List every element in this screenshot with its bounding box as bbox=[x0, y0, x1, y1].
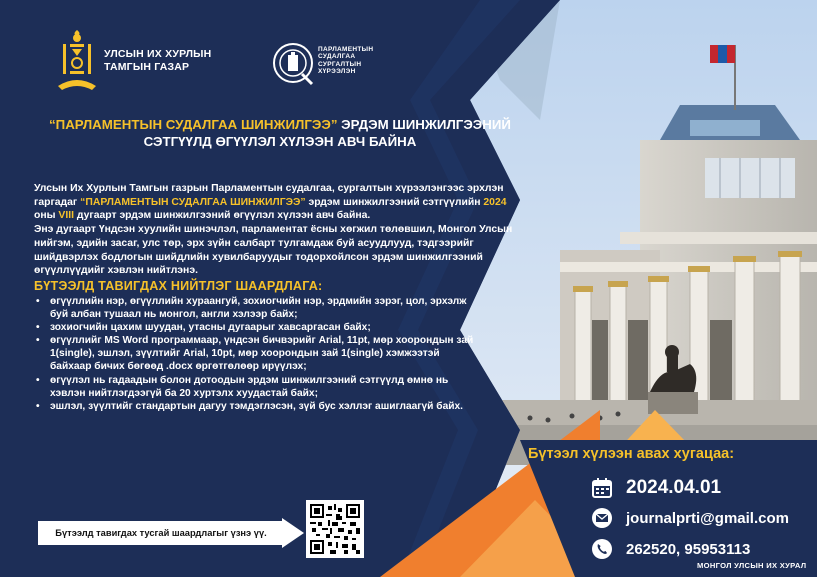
arrow-right-icon bbox=[282, 518, 304, 548]
envelope-icon bbox=[590, 506, 614, 530]
institute-line3: СУРГАЛТЫН bbox=[318, 60, 362, 68]
institute-line4: ХҮРЭЭЛЭН bbox=[318, 68, 356, 76]
contact-phone[interactable]: 262520, 95953113 bbox=[626, 540, 751, 558]
soyombo-emblem-icon bbox=[56, 30, 98, 92]
headline-line1-rest: ЭРДЭМ ШИНЖИЛГЭЭНИЙ bbox=[337, 117, 511, 132]
phone-row[interactable] bbox=[590, 537, 750, 561]
institute-logo-text bbox=[318, 46, 373, 76]
calendar-icon bbox=[590, 476, 614, 500]
secretariat-logo-text bbox=[104, 48, 211, 74]
deadline-date-row bbox=[590, 476, 721, 500]
requirements-title: БҮТЭЭЛД ТАВИГДАХ НИЙТЛЭГ ШААРДЛАГА: bbox=[34, 279, 323, 293]
special-requirements-note: Бүтээлд тавигдах тусгай шаардлагыг үзнэ үү. bbox=[38, 521, 284, 545]
qr-code-icon[interactable] bbox=[306, 500, 364, 558]
headline-journal-name: “ПАРЛАМЕНТЫН СУДАЛГАА ШИНЖИЛГЭЭ” bbox=[49, 117, 338, 132]
requirement-item: • эшлэл, зүүлтийг стандартын дагуу тэмдэглэсэн, зүй бус хэллэг ашиглаагүй байх. bbox=[34, 400, 474, 413]
contact-email[interactable]: journalprti@gmail.com bbox=[626, 509, 789, 527]
requirement-item: • өгүүллийн нэр, өгүүллийн хураангуй, зохиогчийн нэр, эрдмийн зэрэг, цол, эрхэлж буй албан тушаал нь монгол, англи хэлээр байх; bbox=[34, 295, 474, 321]
headline bbox=[40, 116, 520, 150]
intro-paragraph-2: Энэ дугаарт Үндсэн хуулийн шинэчлэл, парламентат ёсны хөгжил төлөвшил, Монгол Улсын нийгэм, эдийн засаг, улс төр, эрх зүйн салбарт тулгамдаж буй асуудлууд, тэдгээрийг шийдвэрлэх бодлогын шийдлийн хувилбаруудыг тодорхойлсон эрдэм шинжилгээний өгүүллүүдийг хэвлэн нийтлэнэ. bbox=[34, 224, 513, 277]
requirement-item: • зохиогчийн цахим шуудан, утасны дугаарыг хавсаргасан байх; bbox=[34, 321, 474, 334]
intro-paragraph-1: Улсын Их Хурлын Тамгын газрын Парламентын судалгаа, сургалтын хүрээлэнгээс эрхлэн гаргадаг “ПАРЛАМЕНТЫН СУДАЛГАА ШИНЖИЛГЭЭ” эрдэм шинжилгээний сэтгүүлийн 2024 оны VIII дугаарт эрдэм шинжилгээний өгүүлэл хүлээн авч байна. bbox=[34, 183, 507, 222]
phone-icon bbox=[590, 537, 614, 561]
deadline-date: 2024.04.01 bbox=[626, 477, 722, 498]
institute-line1: ПАРЛАМЕНТЫН bbox=[318, 46, 374, 53]
email-row[interactable] bbox=[590, 506, 789, 530]
deadline-title: Бүтээл хүлээн авах хугацаа: bbox=[528, 446, 735, 462]
issue-year: 2024 bbox=[483, 196, 507, 208]
secretariat-line1: УЛСЫН ИХ ХУРЛЫН bbox=[104, 48, 212, 60]
requirement-item: • өгүүллийг MS Word программаар, үндсэн бичвэрийг Arial, 11pt, мөр хоорондын зай 1(single), эшлэл, зүүлтийг Arial, 10pt, мөр хоорондын зай 1(single) хэмжээтэй байхаар бичих бөгөөд .docx өргөтгөлөөр ирүүлэх; bbox=[34, 334, 474, 373]
headline-line2: СЭТГҮҮЛД ӨГҮҮЛЭЛ ХҮЛЭЭН АВЧ БАЙНА bbox=[143, 134, 417, 149]
requirements-list bbox=[34, 295, 474, 413]
requirement-item: • өгүүлэл нь гадаадын болон дотоодын эрдэм шинжилгээний сэтгүүлд өмнө нь хэвлэн нийтлэгдээгүй ба 20 хуртэлх хуудастай байх; bbox=[34, 374, 474, 400]
intro-text bbox=[34, 182, 520, 278]
footer-org: МОНГОЛ УЛСЫН ИХ ХУРАЛ bbox=[697, 561, 807, 570]
issue-number: VIII bbox=[58, 210, 74, 222]
institute-line2: СУДАЛГАА bbox=[318, 53, 356, 61]
secretariat-line2: ТАМГЫН ГАЗАР bbox=[104, 61, 190, 73]
institute-emblem-icon bbox=[270, 40, 316, 86]
